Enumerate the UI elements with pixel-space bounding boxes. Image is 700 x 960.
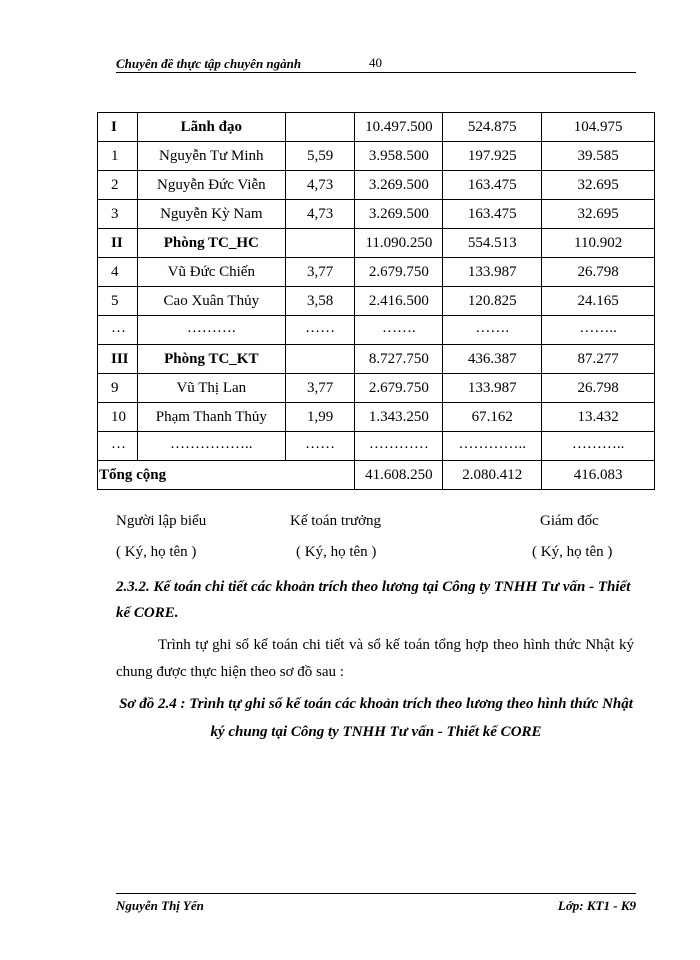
table-cell: [285, 229, 355, 258]
table-cell: 10.497.500: [355, 113, 443, 142]
table-cell: 32.695: [542, 171, 655, 200]
table-cell: 3,58: [285, 287, 355, 316]
table-cell: 133.987: [443, 258, 542, 287]
table-cell: 5: [98, 287, 138, 316]
table-row: [98, 374, 655, 403]
table-cell: 2.679.750: [355, 374, 443, 403]
table-row: [98, 258, 655, 287]
table-cell: [285, 113, 355, 142]
table-cell: Phòng TC_HC: [137, 229, 285, 258]
table-cell: 24.165: [542, 287, 655, 316]
table-cell: 87.277: [542, 345, 655, 374]
table-cell: …………..: [443, 432, 542, 461]
table-cell: 1,99: [285, 403, 355, 432]
table-cell: Phòng TC_KT: [137, 345, 285, 374]
table-cell: 4,73: [285, 171, 355, 200]
table-cell: Nguyễn Kỳ Nam: [137, 200, 285, 229]
table-group-row: [98, 113, 655, 142]
table-ellipsis-row: [98, 432, 655, 461]
table-cell: 3.269.500: [355, 171, 443, 200]
table-cell: 163.475: [443, 171, 542, 200]
table-cell: 26.798: [542, 374, 655, 403]
total-label: Tổng cộng: [98, 461, 355, 490]
salary-deduction-table: [97, 112, 655, 490]
table-cell: ……..: [542, 316, 655, 345]
table-row: [98, 171, 655, 200]
table-cell: III: [98, 345, 138, 374]
table-row: [98, 287, 655, 316]
table-cell: 1.343.250: [355, 403, 443, 432]
table-cell: ……: [285, 316, 355, 345]
table-row: [98, 142, 655, 171]
table-cell: Lãnh đạo: [137, 113, 285, 142]
total-value: 2.080.412: [443, 461, 542, 490]
footer-author: Nguyễn Thị Yến: [116, 898, 204, 913]
table-cell: 436.387: [443, 345, 542, 374]
table-cell: 9: [98, 374, 138, 403]
table-cell: 554.513: [443, 229, 542, 258]
table-cell: 110.902: [542, 229, 655, 258]
table-row: [98, 403, 655, 432]
table-cell: Cao Xuân Thủy: [137, 287, 285, 316]
table-cell: 1: [98, 142, 138, 171]
signature-note-chief-accountant: ( Ký, họ tên ): [296, 544, 377, 560]
header-title: Chuyên đề thực tập chuyên ngành: [116, 56, 302, 71]
signature-note-director: ( Ký, họ tên ): [532, 544, 613, 560]
diagram-caption: Sơ đồ 2.4 : Trình tự ghi sổ kế toán các khoản trích theo lương theo hình thức Nhật ký chung tại Công ty TNHH Tư vấn - Thiết kế CORE: [119, 696, 633, 740]
table-cell: 2.416.500: [355, 287, 443, 316]
table-cell: 67.162: [443, 403, 542, 432]
table-cell: 133.987: [443, 374, 542, 403]
table-cell: 39.585: [542, 142, 655, 171]
table-group-row: [98, 345, 655, 374]
table-cell: [285, 345, 355, 374]
table-cell: 32.695: [542, 200, 655, 229]
table-cell: Phạm Thanh Thủy: [137, 403, 285, 432]
table-cell: …………: [355, 432, 443, 461]
table-row: [98, 200, 655, 229]
table-cell: ………..: [542, 432, 655, 461]
section-heading: 2.3.2. Kế toán chi tiết các khoản trích theo lương tại Công ty TNHH Tư vấn - Thiết kế CORE.: [116, 579, 631, 621]
table-cell: 104.975: [542, 113, 655, 142]
table-cell: 3: [98, 200, 138, 229]
table-cell: 524.875: [443, 113, 542, 142]
page-footer: [116, 893, 636, 918]
table-cell: 3.958.500: [355, 142, 443, 171]
table-cell: 2.679.750: [355, 258, 443, 287]
table-cell: Nguyễn Tư Minh: [137, 142, 285, 171]
table-ellipsis-row: [98, 316, 655, 345]
table-cell: Vũ Thị Lan: [137, 374, 285, 403]
signature-role-preparer: Người lập biểu: [116, 513, 207, 529]
table-cell: 13.432: [542, 403, 655, 432]
signature-role-chief-accountant: Kế toán trưởng: [290, 513, 382, 529]
table-group-row: [98, 229, 655, 258]
signature-note-preparer: ( Ký, họ tên ): [116, 544, 197, 560]
table-cell: ……: [285, 432, 355, 461]
table-cell: 5,59: [285, 142, 355, 171]
signature-role-director: Giám đốc: [540, 513, 599, 529]
table-cell: I: [98, 113, 138, 142]
page-number: 40: [369, 55, 382, 70]
table-cell: 3,77: [285, 374, 355, 403]
table-cell: 11.090.250: [355, 229, 443, 258]
footer-class: Lớp: KT1 - K9: [557, 898, 636, 913]
table-cell: 197.925: [443, 142, 542, 171]
table-cell: 4: [98, 258, 138, 287]
table-cell: 163.475: [443, 200, 542, 229]
table-cell: ……….: [137, 316, 285, 345]
table-cell: …….: [355, 316, 443, 345]
table-cell: 8.727.750: [355, 345, 443, 374]
table-cell: 3,77: [285, 258, 355, 287]
table-cell: 120.825: [443, 287, 542, 316]
table-body: [98, 113, 655, 490]
table-cell: 2: [98, 171, 138, 200]
table-cell: 26.798: [542, 258, 655, 287]
table-cell: …: [98, 316, 138, 345]
table-cell: 3.269.500: [355, 200, 443, 229]
table-cell: 4,73: [285, 200, 355, 229]
page-header: [116, 52, 636, 73]
total-value: 41.608.250: [355, 461, 443, 490]
table-cell: 10: [98, 403, 138, 432]
table-cell: ……………..: [137, 432, 285, 461]
table-cell: Vũ Đức Chiến: [137, 258, 285, 287]
table-cell: …….: [443, 316, 542, 345]
body-paragraph: Trình tự ghi sổ kế toán chi tiết và sổ kế toán tổng hợp theo hình thức Nhật ký chung được thực hiện theo sơ đồ sau :: [116, 637, 634, 680]
total-value: 416.083: [542, 461, 655, 490]
table-cell: Nguyễn Đức Viễn: [137, 171, 285, 200]
table-cell: …: [98, 432, 138, 461]
table-cell: II: [98, 229, 138, 258]
table-total-row: [98, 461, 655, 490]
